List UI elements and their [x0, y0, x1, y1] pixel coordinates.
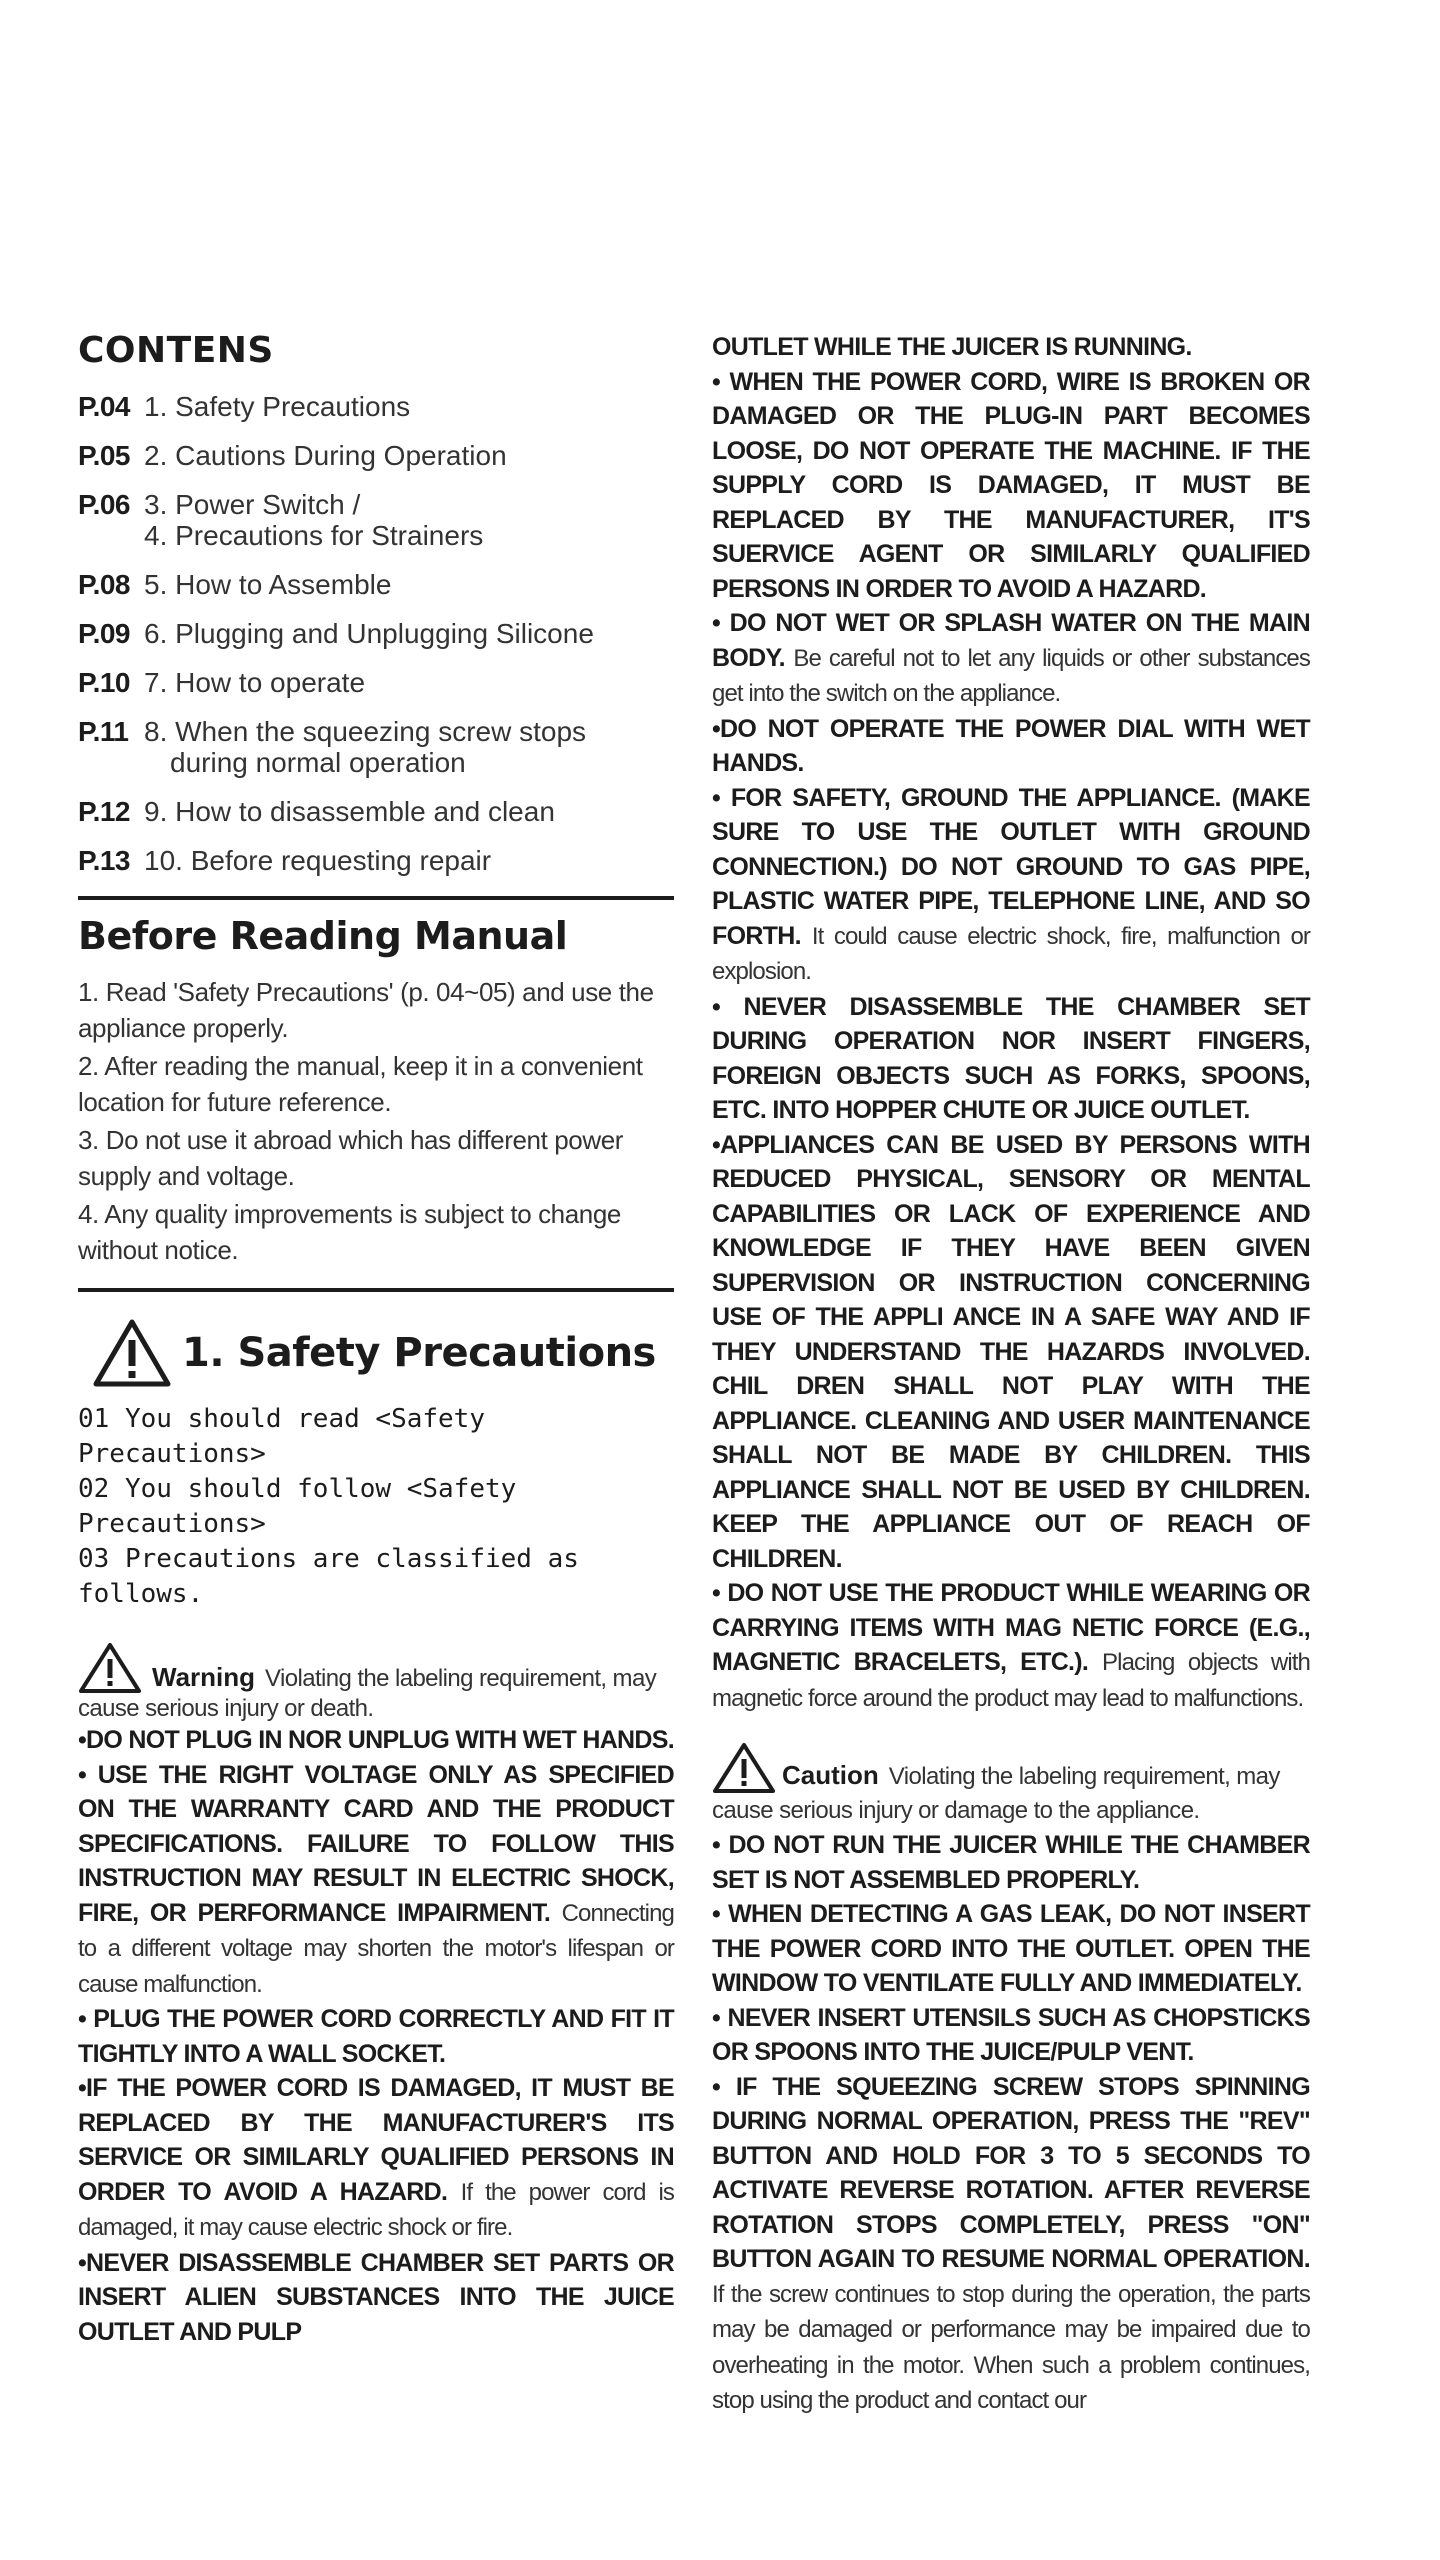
warning-item: OUTLET WHILE THE JUICER IS RUNNING. [712, 333, 1192, 361]
toc-item [78, 845, 674, 876]
toc-page-number: P.12 [78, 796, 130, 827]
caution-label-name: Caution [782, 1760, 879, 1790]
before-reading-title: Before Reading Manual [78, 914, 568, 958]
warning-item: • FOR SAFETY, GROUND THE APPLIANCE. (MAKE SURE TO USE THE OUTLET WITH GROUND CONNECTION.) DO NOT GROUND TO GAS PIPE, PLASTIC WATER PIPE, TELEPHONE LINE, AND SO FORTH. It could cause electric shock, fire, malfunction or explosion. [712, 783, 1310, 985]
warning-label-note: Violating the labeling requirement, may cause serious injury or death. [78, 1665, 657, 1722]
divider [78, 896, 674, 900]
toc-title: 2. Cautions During Operation [144, 440, 507, 471]
warning-label-name: Warning [152, 1662, 256, 1692]
caution-label [712, 1742, 1310, 1828]
toc-item [78, 489, 674, 551]
toc-page-number: P.08 [78, 569, 130, 600]
toc-page-number: P.13 [78, 845, 130, 876]
precautions-list [78, 1402, 674, 1612]
warning-item: • DO NOT USE THE PRODUCT WHILE WEARING OR CARRYING ITEMS WITH MAG NETIC FORCE (E.G., MAGNETIC BRACELETS, ETC.). Placing objects with magnetic force around the product may lead to malfunctions. [712, 1579, 1311, 1712]
caution-label-note: Violating the labeling requirement, may cause serious injury or damage to the appliance. [712, 1763, 1280, 1824]
warning-icon [78, 1642, 142, 1694]
toc-page-number: P.04 [78, 391, 130, 422]
caution-item: • WHEN DETECTING A GAS LEAK, DO NOT INSERT THE POWER CORD INTO THE OUTLET. OPEN THE WINDOW TO VENTILATE FULLY AND IMMEDIATELY. [712, 1900, 1310, 1997]
toc-item [78, 716, 674, 778]
before-reading-item: 3. Do not use it abroad which has different power supply and voltage. [78, 1125, 624, 1191]
toc-item [78, 391, 674, 422]
toc-title: 1. Safety Precautions [144, 391, 411, 422]
toc-title: 5. How to Assemble [144, 569, 392, 600]
toc-title: 3. Power Switch / [144, 489, 361, 520]
toc-title-line: during normal operation [170, 747, 466, 778]
right-column [712, 330, 1310, 2419]
toc-item [78, 440, 674, 471]
toc-title: 7. How to operate [144, 667, 366, 698]
toc-page-number: P.11 [78, 716, 129, 747]
toc-page-number: P.09 [78, 618, 130, 649]
warning-triangle-icon [92, 1318, 172, 1388]
toc-item [78, 569, 674, 600]
toc-title-line: 4. Precautions for Strainers [144, 520, 484, 551]
caution-item: • NEVER INSERT UTENSILS SUCH AS CHOPSTICKS OR SPOONS INTO THE JUICE/PULP VENT. [712, 2003, 1310, 2066]
caution-list [712, 1828, 1310, 2419]
warning-item: • PLUG THE POWER CORD CORRECTLY AND FIT IT TIGHTLY INTO A WALL SOCKET. [78, 2005, 674, 2068]
warning-item: • NEVER DISASSEMBLE THE CHAMBER SET DURING OPERATION NOR INSERT FINGERS, FOREIGN OBJECTS SUCH AS FORKS, SPOONS, ETC. INTO HOPPER CHUTE OR JUICE OUTLET. [712, 992, 1310, 1124]
warning-item: • DO NOT WET OR SPLASH WATER ON THE MAIN BODY. Be careful not to let any liquids or other substances get into the switch on the appliance. [712, 609, 1310, 707]
divider [78, 1288, 674, 1292]
warning-item: •IF THE POWER CORD IS DAMAGED, IT MUST BE REPLACED BY THE MANUFACTURER'S ITS SERVICE OR SIMILARLY QUALIFIED PERSONS IN ORDER TO AVOID A HAZARD. If the power cord is damaged, it may cause electric shock or fire. [78, 2074, 674, 2241]
safety-title: 1. Safety Precautions [182, 1330, 656, 1376]
toc-page-number: P.05 [78, 440, 130, 471]
caution-item: • DO NOT RUN THE JUICER WHILE THE CHAMBER SET IS NOT ASSEMBLED PROPERLY. [712, 1831, 1310, 1894]
safety-heading [92, 1318, 674, 1388]
caution-item: • IF THE SQUEEZING SCREW STOPS SPINNING DURING NORMAL OPERATION, PRESS THE "REV" BUTTON AND HOLD FOR 3 TO 5 SECONDS TO ACTIVATE REVERSE ROTATION. AFTER REVERSE ROTATION STOPS COMPLETELY, PRESS "ON" BUTTON AGAIN TO RESUME NORMAL OPERATION. If the screw continues to stop during the operation, the parts may be damaged or performance may be impaired due to overheating in the motor. When such a problem continues, stop using the product and contact our [712, 2072, 1310, 2414]
toc-page-number: P.10 [78, 667, 130, 698]
toc-page-number: P.06 [78, 489, 130, 520]
warning-item: • WHEN THE POWER CORD, WIRE IS BROKEN OR DAMAGED OR THE PLUG-IN PART BECOMES LOOSE, DO NOT OPERATE THE MACHINE. IF THE SUPPLY CORD IS DAMAGED, IT MUST BE REPLACED BY THE MANUFACTURER, IT'S SUERVICE AGENT OR SIMILARLY QUALIFIED PERSONS IN ORDER TO AVOID A HAZARD. [712, 367, 1310, 603]
caution-icon [712, 1742, 776, 1794]
warning-label [78, 1642, 674, 1723]
before-reading-list [78, 974, 674, 1268]
warning-item: •DO NOT PLUG IN NOR UNPLUG WITH WET HANDS. [78, 1726, 674, 1754]
before-reading-item: 1. Read 'Safety Precautions' (p. 04~05) and use the appliance properly. [78, 977, 654, 1043]
toc-item [78, 796, 674, 827]
contents-title: CONTENS [78, 330, 274, 371]
precaution-item: 01 You should read <Safety Precautions> [78, 1404, 485, 1469]
precaution-item: 02 You should follow <Safety Precautions> [78, 1474, 517, 1539]
precaution-item: 03 Precautions are classified as follows. [78, 1544, 579, 1609]
toc-title: 10. Before requesting repair [144, 845, 492, 876]
toc-title: 9. How to disassemble and clean [144, 796, 555, 827]
before-reading-item: 2. After reading the manual, keep it in a convenient location for future reference. [78, 1051, 643, 1117]
warning-list-continued [712, 330, 1310, 1716]
toc-item [78, 618, 674, 649]
warning-item: •DO NOT OPERATE THE POWER DIAL WITH WET HANDS. [712, 714, 1310, 777]
warning-list [78, 1723, 674, 2349]
table-of-contents [78, 391, 674, 876]
toc-title: 6. Plugging and Unplugging Silicone [144, 618, 594, 649]
warning-item: •APPLIANCES CAN BE USED BY PERSONS WITH REDUCED PHYSICAL, SENSORY OR MENTAL CAPABILITIES OR LACK OF EXPERIENCE AND KNOWLEDGE IF THEY HAVE BEEN GIVEN SUPERVISION OR INSTRUCTION CONCERNING USE OF THE APPLI ANCE IN A SAFE WAY AND IF THEY UNDERSTAND THE HAZARDS INVOLVED. CHIL DREN SHALL NOT PLAY WITH THE APPLIANCE. CLEANING AND USER MAINTENANCE SHALL NOT BE MADE BY CHILDREN. THIS APPLIANCE SHALL NOT BE USED BY CHILDREN. KEEP THE APPLIANCE OUT OF REACH OF CHILDREN. [712, 1130, 1310, 1573]
left-column [78, 330, 674, 2349]
before-reading-item: 4. Any quality improvements is subject to change without notice. [78, 1199, 621, 1265]
warning-item: •NEVER DISASSEMBLE CHAMBER SET PARTS OR INSERT ALIEN SUBSTANCES INTO THE JUICE OUTLET AND PULP [78, 2248, 674, 2346]
toc-title: 8. When the squeezing screw stops [144, 716, 587, 747]
warning-item: • USE THE RIGHT VOLTAGE ONLY AS SPECIFIED ON THE WARRANTY CARD AND THE PRODUCT SPECIFICATIONS. FAILURE TO FOLLOW THIS INSTRUCTION MAY RESULT IN ELECTRIC SHOCK, FIRE, OR PERFORMANCE IMPAIRMENT. Connecting to a different voltage may shorten the motor's lifespan or cause malfunction. [78, 1760, 674, 1998]
toc-item [78, 667, 674, 698]
